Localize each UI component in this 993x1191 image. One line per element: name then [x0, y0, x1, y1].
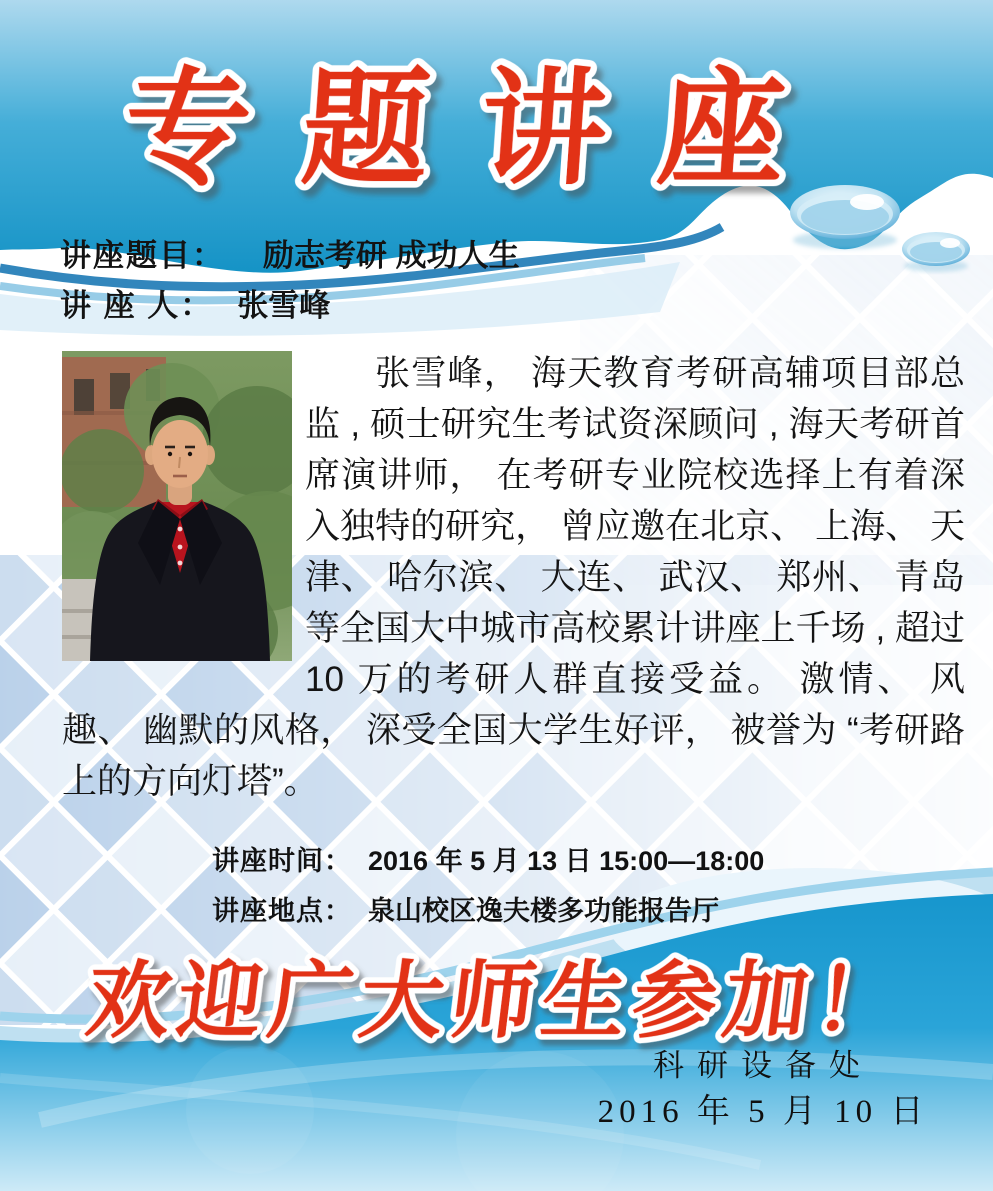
- place-label: 讲座地点：: [212, 896, 352, 926]
- schedule-time-line: [212, 836, 764, 886]
- footer-organization: 科研设备处: [653, 1048, 873, 1083]
- poster-title: [0, 26, 993, 221]
- water-droplet-small: [902, 232, 970, 272]
- speaker-value: 张雪峰: [237, 288, 331, 323]
- welcome-text: 欢迎广大师生参加！: [81, 956, 912, 1049]
- lecture-topic-line: [60, 230, 520, 275]
- speaker-label: 讲 座 人：: [60, 288, 214, 323]
- topic-value: 励志考研 成功人生: [263, 238, 520, 273]
- schedule-block: [212, 836, 764, 936]
- time-value: 2016 年 5 月 13 日 15:00—18:00: [368, 846, 765, 876]
- footer-date: 2016 年 5 月 10 日: [597, 1094, 929, 1130]
- speaker-photo: [62, 351, 292, 661]
- speaker-bio: [62, 348, 965, 807]
- footer-signature: [573, 1042, 953, 1136]
- place-value: 泉山校区逸夫楼多功能报告厅: [368, 896, 719, 926]
- schedule-place-line: [212, 886, 764, 936]
- time-label: 讲座时间：: [212, 846, 352, 876]
- lecture-speaker-line: [60, 280, 330, 325]
- topic-label: 讲座题目：: [60, 238, 225, 273]
- poster-title-text: 专题讲座: [119, 61, 842, 200]
- bio-paragraph: 张雪峰， 海天教育考研高辅项目部总监 , 硕士研究生考试资深顾问 , 海天考研首席演讲师， 在考研专业院校选择上有着深入独特的研究， 曾应邀在北京、 上海、 天津、 哈尔滨、 大连、 武汉、 郑州、 青岛等全国大中城市高校累计讲座上千场 , 超过 10 万的考研人群直接受益。 激情、 风趣、 幽默的风格， 深受全国大学生好评， 被誉为 “考研路上的方向灯塔”。: [62, 354, 965, 801]
